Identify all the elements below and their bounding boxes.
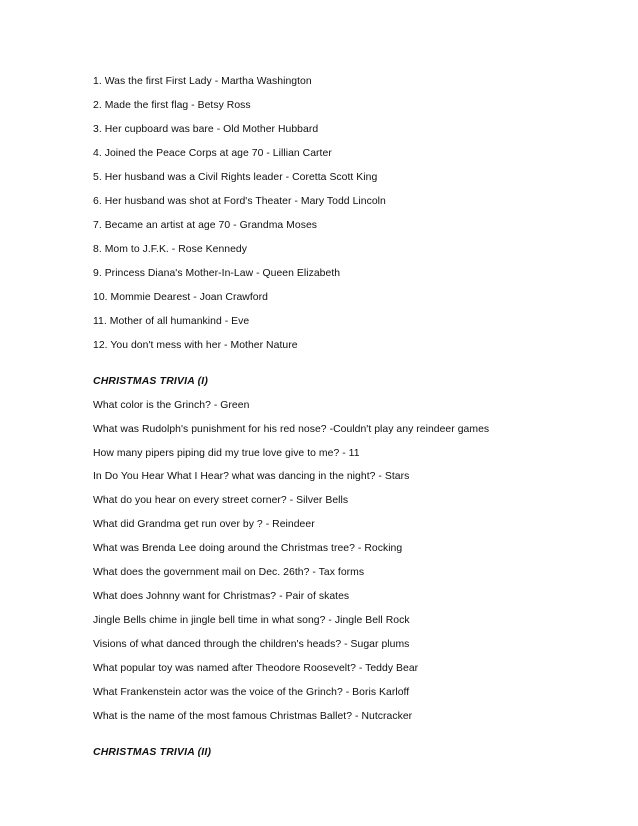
christmas-trivia-1-item-4: In Do You Hear What I Hear? what was dancing in the night? - Stars bbox=[93, 471, 410, 482]
christmas-trivia-2-heading: CHRISTMAS TRIVIA (II) bbox=[93, 747, 212, 758]
women-trivia-item-10: 10. Mommie Dearest - Joan Crawford bbox=[93, 292, 268, 303]
women-trivia-item-5: 5. Her husband was a Civil Rights leader - Coretta Scott King bbox=[93, 172, 378, 183]
christmas-trivia-1-heading: CHRISTMAS TRIVIA (I) bbox=[93, 376, 209, 387]
christmas-trivia-1-item-5: What do you hear on every street corner? - Silver Bells bbox=[93, 495, 349, 506]
women-trivia-item-4: 4. Joined the Peace Corps at age 70 - Lillian Carter bbox=[93, 148, 332, 159]
christmas-trivia-1-item-2: What was Rudolph's punishment for his red nose? -Couldn't play any reindeer games bbox=[93, 424, 490, 435]
christmas-trivia-1-item-1: What color is the Grinch? - Green bbox=[93, 400, 250, 411]
christmas-trivia-1-item-10: Jingle Bells chime in jingle bell time in what song? - Jingle Bell Rock bbox=[93, 615, 410, 626]
women-trivia-item-2: 2. Made the first flag - Betsy Ross bbox=[93, 100, 251, 111]
women-trivia-item-12: 12. You don't mess with her - Mother Nature bbox=[93, 340, 298, 351]
christmas-trivia-1-item-11: Visions of what danced through the children's heads? - Sugar plums bbox=[93, 639, 410, 650]
women-trivia-item-11: 11. Mother of all humankind - Eve bbox=[93, 316, 250, 327]
christmas-trivia-1-item-13: What Frankenstein actor was the voice of the Grinch? - Boris Karloff bbox=[93, 687, 410, 698]
christmas-trivia-1-item-6: What did Grandma get run over by ? - Reindeer bbox=[93, 519, 315, 530]
women-trivia-item-1: 1. Was the first First Lady - Martha Washington bbox=[93, 76, 312, 87]
christmas-trivia-1-item-14: What is the name of the most famous Christmas Ballet? - Nutcracker bbox=[93, 711, 413, 722]
women-trivia-item-6: 6. Her husband was shot at Ford's Theater - Mary Todd Lincoln bbox=[93, 196, 386, 207]
women-trivia-item-3: 3. Her cupboard was bare - Old Mother Hubbard bbox=[93, 124, 319, 135]
women-trivia-item-8: 8. Mom to J.F.K. - Rose Kennedy bbox=[93, 244, 248, 255]
women-trivia-item-7: 7. Became an artist at age 70 - Grandma Moses bbox=[93, 220, 318, 231]
christmas-trivia-1-item-3: How many pipers piping did my true love give to me? - 11 bbox=[93, 448, 360, 459]
christmas-trivia-1-item-7: What was Brenda Lee doing around the Christmas tree? - Rocking bbox=[93, 543, 403, 554]
christmas-trivia-1-item-8: What does the government mail on Dec. 26th? - Tax forms bbox=[93, 567, 365, 578]
women-trivia-item-9: 9. Princess Diana's Mother-In-Law - Queen Elizabeth bbox=[93, 268, 341, 279]
christmas-trivia-1-item-9: What does Johnny want for Christmas? - Pair of skates bbox=[93, 591, 350, 602]
christmas-trivia-1-item-12: What popular toy was named after Theodore Roosevelt? - Teddy Bear bbox=[93, 663, 419, 674]
